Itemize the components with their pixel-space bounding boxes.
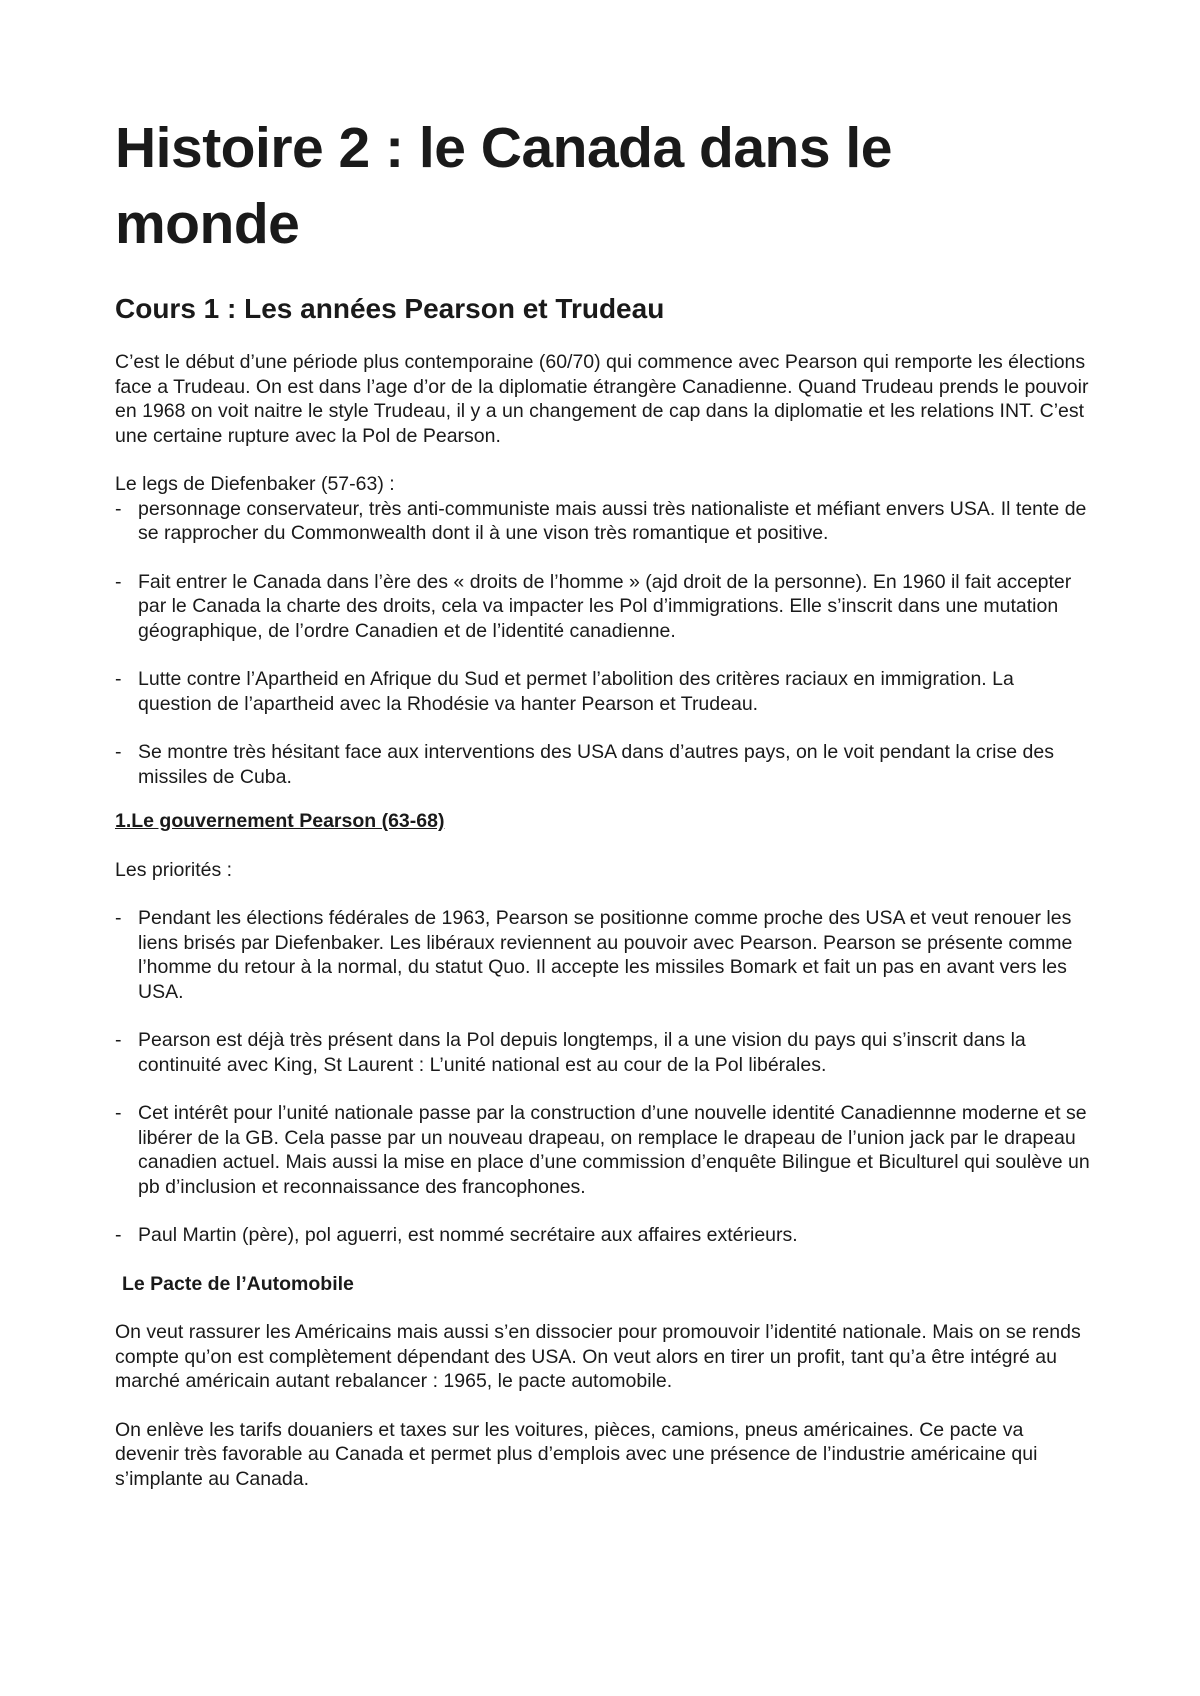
dash-bullet: - — [115, 1102, 122, 1124]
dash-bullet: - — [115, 668, 122, 690]
dash-bullet: - — [115, 907, 122, 929]
priorities-list — [115, 906, 1090, 1248]
list-item: - Lutte contre l’Apartheid en Afrique du Sud et permet l’abolition des critères raciaux en immigration. La question de l’apartheid avec la Rhodésie va hanter Pearson et Trudeau. — [115, 668, 1014, 715]
dash-bullet: - — [115, 741, 122, 763]
pacte-paragraph: On enlève les tarifs douaniers et taxes sur les voitures, pièces, camions, pneus américaines. Ce pacte va devenir très favorable au Canada et permet plus d’emplois avec une présence de l’industrie américaine qui s’implante au Canada. — [115, 1418, 1038, 1490]
dash-bullet: - — [115, 1224, 122, 1246]
course-subtitle: Cours 1 : Les années Pearson et Trudeau — [115, 293, 665, 324]
dash-bullet: - — [115, 1029, 122, 1051]
page-title: Histoire 2 : le Canada dans le monde — [115, 116, 892, 256]
list-item: - Paul Martin (père), pol aguerri, est nommé secrétaire aux affaires extérieurs. — [115, 1224, 798, 1246]
list-item: - Se montre très hésitant face aux interventions des USA dans d’autres pays, on le voit pendant la crise des missiles de Cuba. — [115, 741, 1054, 788]
subsection-heading: Le Pacte de l’Automobile — [122, 1272, 354, 1295]
legs-list — [115, 497, 1090, 790]
dash-bullet: - — [115, 570, 122, 593]
list-item: - Cet intérêt pour l’unité nationale passe par la construction d’une nouvelle identité Canadiennne moderne et se libérer de la GB. Cela passe par un nouveau drapeau, on remplace le drapeau de l’union jack par le drapeau canadien actuel. Mais aussi la mise en place d’une commission d’enquête Bilingue et Biculturel qui soulève un pb d’inclusion et reconnaissance des francophones. — [115, 1102, 1090, 1198]
list-item: - Fait entrer le Canada dans l’ère des « droits de l’homme » (ajd droit de la personne). En 1960 il fait accepter par le Canada la charte des droits, cela va impacter les Pol d’immigrations. Elle s’inscrit dans une mutation géographique, de l’ordre Canadien et de l’identité canadienne. — [115, 570, 1072, 642]
pacte-paragraph: On veut rassurer les Américains mais aussi s’en dissocier pour promouvoir l’identité nationale. Mais on se rends compte qu’on est complètement dépendant des USA. On veut alors en tirer un profit, tant qu’a être intégré au marché américain autant rebalancer : 1965, le pacte automobile. — [115, 1321, 1081, 1392]
intro-paragraph: C’est le début d’une période plus contemporaine (60/70) qui commence avec Pearson qui remporte les élections face a Trudeau. On est dans l’age d’or de la diplomatie étrangère Canadienne. Quand Trudeau prends le pouvoir en 1968 on voit naitre le style Trudeau, il y a un changement de cap dans la diplomatie et les relations INT. C’est une certaine rupture avec la Pol de Pearson. — [115, 351, 1089, 447]
list-item: - personnage conservateur, très anti-communiste mais aussi très nationaliste et méfiant envers USA. Il tente de se rapprocher du Commonwealth dont il à une vison très romantique et positive. — [115, 497, 1087, 544]
section-heading: 1.Le gouvernement Pearson (63-68) — [115, 810, 445, 832]
priorities-label: Les priorités : — [115, 858, 233, 881]
list-item: - Pendant les élections fédérales de 1963, Pearson se positionne comme proche des USA et veut renouer les liens brisés par Diefenbaker. Les libéraux reviennent au pouvoir avec Pearson. Pearson se présente comme l’homme du retour à la normal, du statut Quo. Il accepte les missiles Bomark et fait un pas en avant vers les USA. — [115, 907, 1073, 1003]
list-item: - Pearson est déjà très présent dans la Pol depuis longtemps, il a une vision du pays qui s’inscrit dans la continuité avec King, St Laurent : L’unité national est au cour de la Pol libérales. — [115, 1029, 1026, 1076]
legs-label: Le legs de Diefenbaker (57-63) : — [115, 473, 395, 495]
dash-bullet: - — [115, 497, 122, 520]
